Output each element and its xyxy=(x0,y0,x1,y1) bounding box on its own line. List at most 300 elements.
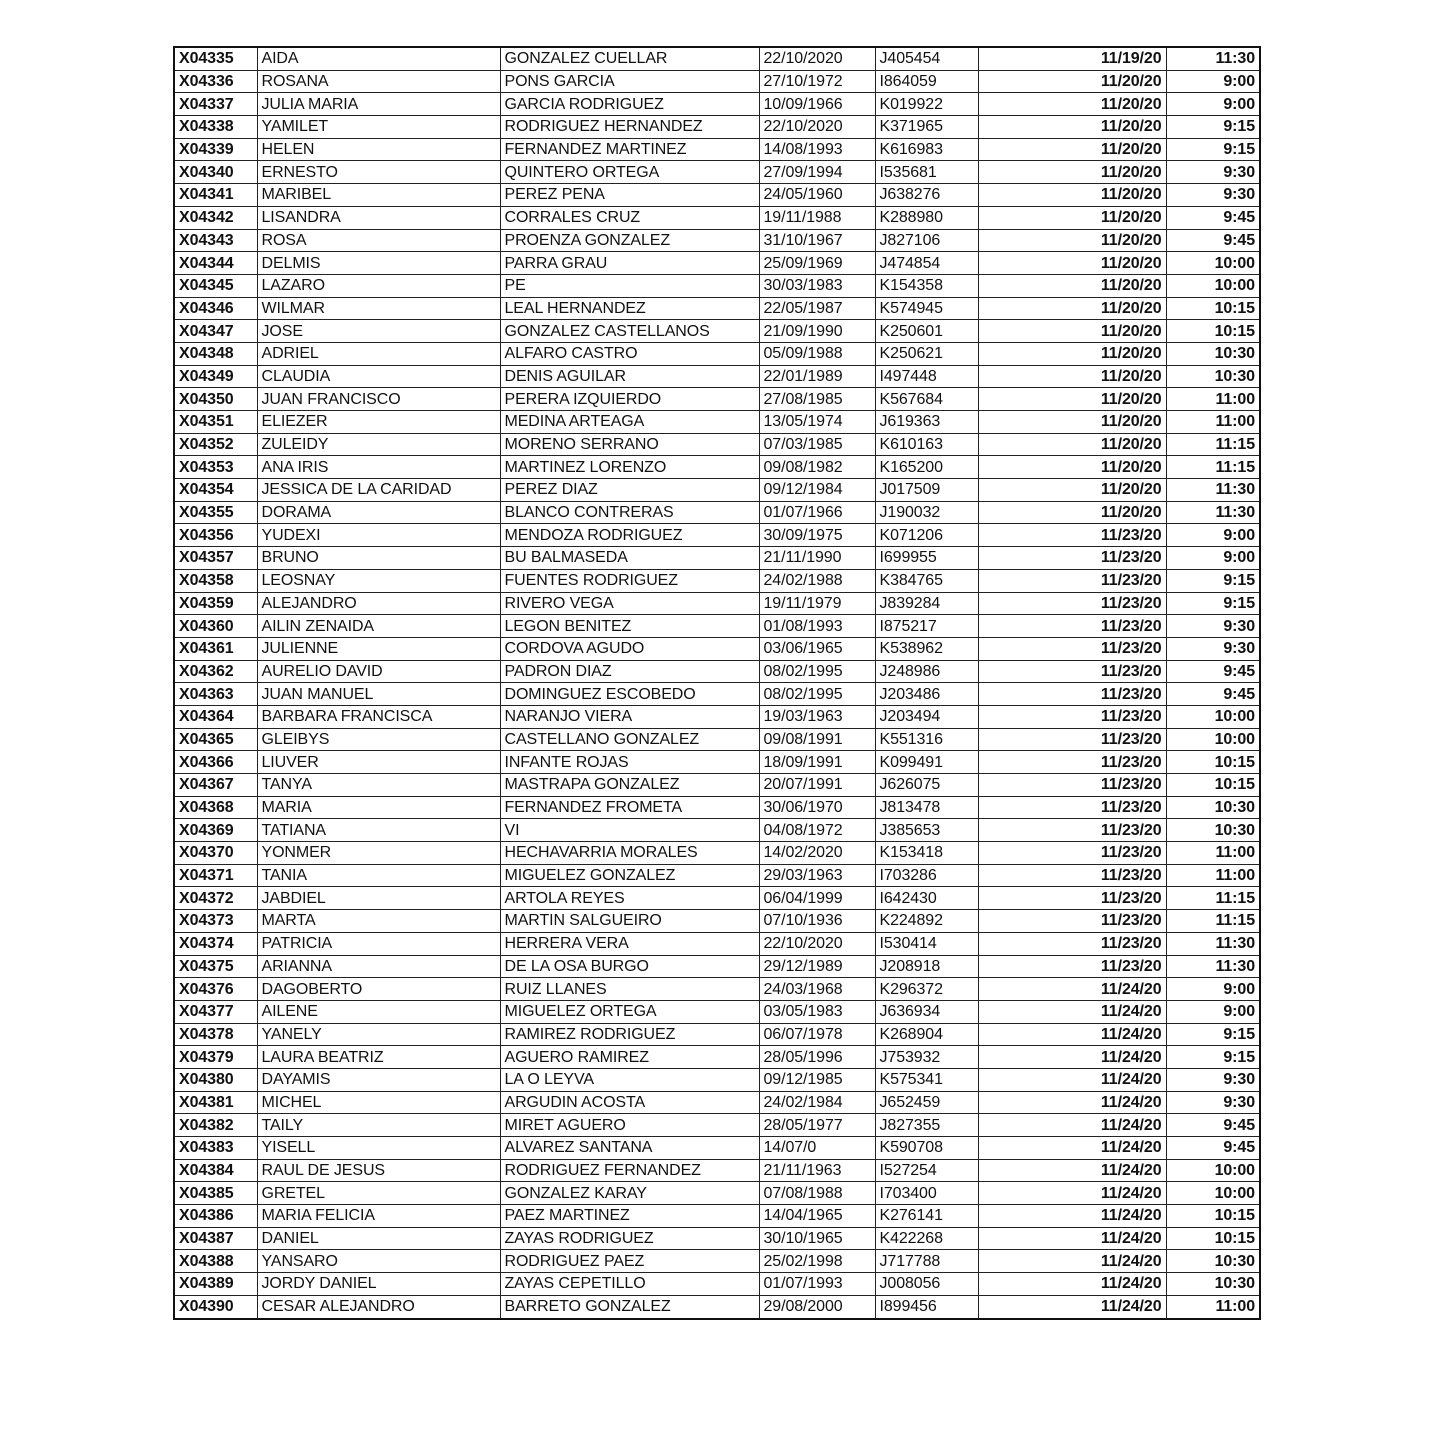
first-name-cell: MARIBEL xyxy=(257,184,500,207)
appointment-time-cell: 9:30 xyxy=(1166,184,1260,207)
first-name-cell: JORDY DANIEL xyxy=(257,1273,500,1296)
birth-date-cell: 13/05/1974 xyxy=(759,411,875,434)
birth-date-cell: 22/05/1987 xyxy=(759,297,875,320)
table-row xyxy=(174,1137,1260,1160)
record-code-cell: X04383 xyxy=(174,1137,257,1160)
record-code-cell: X04337 xyxy=(174,93,257,116)
first-name-cell: MICHEL xyxy=(257,1091,500,1114)
last-names-cell: DOMINGUEZ ESCOBEDO xyxy=(500,683,759,706)
table-row xyxy=(174,751,1260,774)
document-id-cell: J753932 xyxy=(875,1046,978,1069)
table-row xyxy=(174,637,1260,660)
table-row xyxy=(174,705,1260,728)
table-row xyxy=(174,161,1260,184)
first-name-cell: JULIA MARIA xyxy=(257,93,500,116)
table-row xyxy=(174,1114,1260,1137)
last-names-cell: PEREZ DIAZ xyxy=(500,479,759,502)
first-name-cell: ADRIEL xyxy=(257,342,500,365)
appointment-date-cell: 11/24/20 xyxy=(978,1023,1166,1046)
table-row xyxy=(174,229,1260,252)
table-row xyxy=(174,1182,1260,1205)
record-code-cell: X04381 xyxy=(174,1091,257,1114)
table-row xyxy=(174,683,1260,706)
appointment-date-cell: 11/23/20 xyxy=(978,932,1166,955)
record-code-cell: X04390 xyxy=(174,1295,257,1318)
appointment-time-cell: 10:15 xyxy=(1166,320,1260,343)
last-names-cell: LEAL HERNANDEZ xyxy=(500,297,759,320)
birth-date-cell: 21/11/1963 xyxy=(759,1159,875,1182)
table-row xyxy=(174,297,1260,320)
record-code-cell: X04387 xyxy=(174,1227,257,1250)
appointment-date-cell: 11/20/20 xyxy=(978,138,1166,161)
document-id-cell: K371965 xyxy=(875,116,978,139)
document-id-cell: J203494 xyxy=(875,705,978,728)
last-names-cell: PE xyxy=(500,274,759,297)
last-names-cell: ZAYAS CEPETILLO xyxy=(500,1273,759,1296)
birth-date-cell: 07/10/1936 xyxy=(759,910,875,933)
first-name-cell: ROSA xyxy=(257,229,500,252)
appointment-time-cell: 9:30 xyxy=(1166,637,1260,660)
first-name-cell: DORAMA xyxy=(257,501,500,524)
document-id-cell: I527254 xyxy=(875,1159,978,1182)
appointment-time-cell: 10:00 xyxy=(1166,705,1260,728)
record-code-cell: X04335 xyxy=(174,47,257,70)
birth-date-cell: 29/03/1963 xyxy=(759,864,875,887)
first-name-cell: LAZARO xyxy=(257,274,500,297)
appointment-time-cell: 10:30 xyxy=(1166,365,1260,388)
birth-date-cell: 19/03/1963 xyxy=(759,705,875,728)
appointment-time-cell: 10:30 xyxy=(1166,796,1260,819)
record-code-cell: X04356 xyxy=(174,524,257,547)
record-code-cell: X04346 xyxy=(174,297,257,320)
record-code-cell: X04376 xyxy=(174,978,257,1001)
record-code-cell: X04336 xyxy=(174,70,257,93)
table-row xyxy=(174,774,1260,797)
last-names-cell: PROENZA GONZALEZ xyxy=(500,229,759,252)
appointment-date-cell: 11/20/20 xyxy=(978,433,1166,456)
last-names-cell: PONS GARCIA xyxy=(500,70,759,93)
record-code-cell: X04351 xyxy=(174,411,257,434)
table-row xyxy=(174,615,1260,638)
birth-date-cell: 01/07/1966 xyxy=(759,501,875,524)
document-id-cell: I530414 xyxy=(875,932,978,955)
appointment-date-cell: 11/24/20 xyxy=(978,1250,1166,1273)
document-id-cell: K250621 xyxy=(875,342,978,365)
birth-date-cell: 24/02/1984 xyxy=(759,1091,875,1114)
last-names-cell: PADRON DIAZ xyxy=(500,660,759,683)
birth-date-cell: 10/09/1966 xyxy=(759,93,875,116)
document-id-cell: J626075 xyxy=(875,774,978,797)
document-id-cell: K224892 xyxy=(875,910,978,933)
last-names-cell: LA O LEYVA xyxy=(500,1068,759,1091)
first-name-cell: AURELIO DAVID xyxy=(257,660,500,683)
appointment-time-cell: 10:00 xyxy=(1166,1159,1260,1182)
birth-date-cell: 22/10/2020 xyxy=(759,116,875,139)
appointment-time-cell: 11:15 xyxy=(1166,887,1260,910)
first-name-cell: BARBARA FRANCISCA xyxy=(257,705,500,728)
appointment-time-cell: 11:30 xyxy=(1166,932,1260,955)
table-row xyxy=(174,252,1260,275)
document-id-cell: K574945 xyxy=(875,297,978,320)
document-id-cell: J203486 xyxy=(875,683,978,706)
table-row xyxy=(174,1227,1260,1250)
birth-date-cell: 22/10/2020 xyxy=(759,932,875,955)
appointment-date-cell: 11/24/20 xyxy=(978,1000,1166,1023)
record-code-cell: X04340 xyxy=(174,161,257,184)
record-code-cell: X04352 xyxy=(174,433,257,456)
last-names-cell: FERNANDEZ FROMETA xyxy=(500,796,759,819)
birth-date-cell: 21/11/1990 xyxy=(759,547,875,570)
birth-date-cell: 24/02/1988 xyxy=(759,569,875,592)
last-names-cell: BARRETO GONZALEZ xyxy=(500,1295,759,1318)
record-code-cell: X04382 xyxy=(174,1114,257,1137)
table-row xyxy=(174,569,1260,592)
appointment-time-cell: 11:00 xyxy=(1166,1295,1260,1318)
record-code-cell: X04384 xyxy=(174,1159,257,1182)
record-code-cell: X04360 xyxy=(174,615,257,638)
appointment-date-cell: 11/20/20 xyxy=(978,116,1166,139)
birth-date-cell: 03/06/1965 xyxy=(759,637,875,660)
appointment-time-cell: 11:15 xyxy=(1166,456,1260,479)
birth-date-cell: 22/10/2020 xyxy=(759,47,875,70)
birth-date-cell: 19/11/1979 xyxy=(759,592,875,615)
document-id-cell: K071206 xyxy=(875,524,978,547)
appointment-date-cell: 11/24/20 xyxy=(978,1227,1166,1250)
first-name-cell: BRUNO xyxy=(257,547,500,570)
table-row xyxy=(174,365,1260,388)
record-code-cell: X04349 xyxy=(174,365,257,388)
birth-date-cell: 05/09/1988 xyxy=(759,342,875,365)
document-id-cell: K610163 xyxy=(875,433,978,456)
document-id-cell: K590708 xyxy=(875,1137,978,1160)
birth-date-cell: 01/08/1993 xyxy=(759,615,875,638)
table-row xyxy=(174,547,1260,570)
appointment-date-cell: 11/23/20 xyxy=(978,887,1166,910)
birth-date-cell: 03/05/1983 xyxy=(759,1000,875,1023)
first-name-cell: MARIA xyxy=(257,796,500,819)
record-code-cell: X04380 xyxy=(174,1068,257,1091)
appointment-time-cell: 10:30 xyxy=(1166,1250,1260,1273)
appointment-time-cell: 10:30 xyxy=(1166,1273,1260,1296)
document-id-cell: K616983 xyxy=(875,138,978,161)
last-names-cell: ARGUDIN ACOSTA xyxy=(500,1091,759,1114)
record-code-cell: X04347 xyxy=(174,320,257,343)
appointment-time-cell: 9:45 xyxy=(1166,1114,1260,1137)
table-row xyxy=(174,524,1260,547)
appointment-time-cell: 10:00 xyxy=(1166,252,1260,275)
document-id-cell: K575341 xyxy=(875,1068,978,1091)
first-name-cell: CLAUDIA xyxy=(257,365,500,388)
first-name-cell: YUDEXI xyxy=(257,524,500,547)
appointment-date-cell: 11/20/20 xyxy=(978,297,1166,320)
last-names-cell: RAMIREZ RODRIGUEZ xyxy=(500,1023,759,1046)
appointment-date-cell: 11/23/20 xyxy=(978,524,1166,547)
birth-date-cell: 14/04/1965 xyxy=(759,1205,875,1228)
record-code-cell: X04343 xyxy=(174,229,257,252)
appointment-date-cell: 11/20/20 xyxy=(978,320,1166,343)
first-name-cell: LAURA BEATRIZ xyxy=(257,1046,500,1069)
last-names-cell: MIGUELEZ ORTEGA xyxy=(500,1000,759,1023)
appointment-date-cell: 11/20/20 xyxy=(978,342,1166,365)
record-code-cell: X04344 xyxy=(174,252,257,275)
record-code-cell: X04377 xyxy=(174,1000,257,1023)
table-row xyxy=(174,1205,1260,1228)
appointment-date-cell: 11/24/20 xyxy=(978,1295,1166,1318)
record-code-cell: X04370 xyxy=(174,842,257,865)
last-names-cell: VI xyxy=(500,819,759,842)
birth-date-cell: 20/07/1991 xyxy=(759,774,875,797)
table-row xyxy=(174,1000,1260,1023)
appointment-date-cell: 11/23/20 xyxy=(978,683,1166,706)
last-names-cell: RODRIGUEZ FERNANDEZ xyxy=(500,1159,759,1182)
table-row xyxy=(174,388,1260,411)
appointment-date-cell: 11/20/20 xyxy=(978,161,1166,184)
appointment-time-cell: 9:30 xyxy=(1166,161,1260,184)
first-name-cell: ANA IRIS xyxy=(257,456,500,479)
appointment-time-cell: 9:00 xyxy=(1166,70,1260,93)
document-id-cell: J638276 xyxy=(875,184,978,207)
record-code-cell: X04345 xyxy=(174,274,257,297)
appointment-time-cell: 9:30 xyxy=(1166,615,1260,638)
appointment-date-cell: 11/20/20 xyxy=(978,388,1166,411)
table-row xyxy=(174,592,1260,615)
appointment-time-cell: 9:00 xyxy=(1166,978,1260,1001)
document-id-cell: K099491 xyxy=(875,751,978,774)
appointment-date-cell: 11/20/20 xyxy=(978,501,1166,524)
table-row xyxy=(174,796,1260,819)
first-name-cell: LIUVER xyxy=(257,751,500,774)
appointment-date-cell: 11/24/20 xyxy=(978,1273,1166,1296)
last-names-cell: DENIS AGUILAR xyxy=(500,365,759,388)
table-row xyxy=(174,411,1260,434)
table-row xyxy=(174,1159,1260,1182)
document-id-cell: J636934 xyxy=(875,1000,978,1023)
first-name-cell: TATIANA xyxy=(257,819,500,842)
document-id-cell: J827355 xyxy=(875,1114,978,1137)
record-code-cell: X04386 xyxy=(174,1205,257,1228)
appointment-time-cell: 9:15 xyxy=(1166,1023,1260,1046)
appointment-time-cell: 10:30 xyxy=(1166,819,1260,842)
document-id-cell: J827106 xyxy=(875,229,978,252)
document-id-cell: K268904 xyxy=(875,1023,978,1046)
appointment-time-cell: 10:15 xyxy=(1166,297,1260,320)
first-name-cell: DAGOBERTO xyxy=(257,978,500,1001)
last-names-cell: LEGON BENITEZ xyxy=(500,615,759,638)
appointment-time-cell: 9:15 xyxy=(1166,1046,1260,1069)
document-id-cell: J008056 xyxy=(875,1273,978,1296)
last-names-cell: ALVAREZ SANTANA xyxy=(500,1137,759,1160)
birth-date-cell: 27/08/1985 xyxy=(759,388,875,411)
table-row xyxy=(174,70,1260,93)
last-names-cell: CORDOVA AGUDO xyxy=(500,637,759,660)
record-code-cell: X04375 xyxy=(174,955,257,978)
appointment-table-body xyxy=(174,47,1260,1319)
record-code-cell: X04339 xyxy=(174,138,257,161)
birth-date-cell: 14/08/1993 xyxy=(759,138,875,161)
table-row xyxy=(174,819,1260,842)
table-row xyxy=(174,660,1260,683)
table-row xyxy=(174,728,1260,751)
table-row xyxy=(174,1046,1260,1069)
last-names-cell: RODRIGUEZ PAEZ xyxy=(500,1250,759,1273)
birth-date-cell: 09/12/1985 xyxy=(759,1068,875,1091)
table-row xyxy=(174,93,1260,116)
appointment-time-cell: 11:30 xyxy=(1166,955,1260,978)
last-names-cell: MIGUELEZ GONZALEZ xyxy=(500,864,759,887)
appointment-time-cell: 10:00 xyxy=(1166,728,1260,751)
birth-date-cell: 19/11/1988 xyxy=(759,206,875,229)
table-row xyxy=(174,501,1260,524)
document-id-cell: K538962 xyxy=(875,637,978,660)
appointment-time-cell: 11:00 xyxy=(1166,411,1260,434)
table-row xyxy=(174,433,1260,456)
record-code-cell: X04372 xyxy=(174,887,257,910)
appointment-date-cell: 11/23/20 xyxy=(978,637,1166,660)
last-names-cell: MARTIN SALGUEIRO xyxy=(500,910,759,933)
document-id-cell: J813478 xyxy=(875,796,978,819)
document-id-cell: K567684 xyxy=(875,388,978,411)
first-name-cell: DELMIS xyxy=(257,252,500,275)
record-code-cell: X04364 xyxy=(174,705,257,728)
record-code-cell: X04368 xyxy=(174,796,257,819)
birth-date-cell: 30/09/1975 xyxy=(759,524,875,547)
table-row xyxy=(174,342,1260,365)
last-names-cell: MIRET AGUERO xyxy=(500,1114,759,1137)
appointment-date-cell: 11/24/20 xyxy=(978,1046,1166,1069)
appointment-time-cell: 11:00 xyxy=(1166,388,1260,411)
last-names-cell: CASTELLANO GONZALEZ xyxy=(500,728,759,751)
document-id-cell: J385653 xyxy=(875,819,978,842)
first-name-cell: ARIANNA xyxy=(257,955,500,978)
table-row xyxy=(174,1273,1260,1296)
last-names-cell: PARRA GRAU xyxy=(500,252,759,275)
record-code-cell: X04371 xyxy=(174,864,257,887)
appointment-date-cell: 11/24/20 xyxy=(978,1091,1166,1114)
last-names-cell: MORENO SERRANO xyxy=(500,433,759,456)
appointment-date-cell: 11/24/20 xyxy=(978,1205,1166,1228)
appointment-time-cell: 10:15 xyxy=(1166,1227,1260,1250)
document-id-cell: K551316 xyxy=(875,728,978,751)
appointment-date-cell: 11/20/20 xyxy=(978,70,1166,93)
record-code-cell: X04374 xyxy=(174,932,257,955)
record-code-cell: X04342 xyxy=(174,206,257,229)
document-id-cell: K250601 xyxy=(875,320,978,343)
first-name-cell: DANIEL xyxy=(257,1227,500,1250)
first-name-cell: YISELL xyxy=(257,1137,500,1160)
record-code-cell: X04355 xyxy=(174,501,257,524)
appointment-time-cell: 11:30 xyxy=(1166,47,1260,70)
appointment-date-cell: 11/24/20 xyxy=(978,1159,1166,1182)
record-code-cell: X04367 xyxy=(174,774,257,797)
last-names-cell: MEDINA ARTEAGA xyxy=(500,411,759,434)
first-name-cell: YANELY xyxy=(257,1023,500,1046)
last-names-cell: PEREZ PENA xyxy=(500,184,759,207)
record-code-cell: X04359 xyxy=(174,592,257,615)
record-code-cell: X04348 xyxy=(174,342,257,365)
birth-date-cell: 30/10/1965 xyxy=(759,1227,875,1250)
birth-date-cell: 09/12/1984 xyxy=(759,479,875,502)
first-name-cell: ERNESTO xyxy=(257,161,500,184)
document-id-cell: I899456 xyxy=(875,1295,978,1318)
last-names-cell: QUINTERO ORTEGA xyxy=(500,161,759,184)
appointment-time-cell: 9:45 xyxy=(1166,206,1260,229)
appointment-date-cell: 11/20/20 xyxy=(978,206,1166,229)
record-code-cell: X04361 xyxy=(174,637,257,660)
last-names-cell: ZAYAS RODRIGUEZ xyxy=(500,1227,759,1250)
appointment-time-cell: 10:00 xyxy=(1166,1182,1260,1205)
appointment-date-cell: 11/20/20 xyxy=(978,456,1166,479)
document-id-cell: K422268 xyxy=(875,1227,978,1250)
birth-date-cell: 27/10/1972 xyxy=(759,70,875,93)
appointment-date-cell: 11/23/20 xyxy=(978,751,1166,774)
document-id-cell: I535681 xyxy=(875,161,978,184)
appointment-date-cell: 11/23/20 xyxy=(978,569,1166,592)
appointment-date-cell: 11/23/20 xyxy=(978,728,1166,751)
first-name-cell: GRETEL xyxy=(257,1182,500,1205)
table-row xyxy=(174,320,1260,343)
document-id-cell: J017509 xyxy=(875,479,978,502)
table-row xyxy=(174,479,1260,502)
last-names-cell: BLANCO CONTRERAS xyxy=(500,501,759,524)
appointment-date-cell: 11/23/20 xyxy=(978,660,1166,683)
record-code-cell: X04362 xyxy=(174,660,257,683)
last-names-cell: BU BALMASEDA xyxy=(500,547,759,570)
last-names-cell: HECHAVARRIA MORALES xyxy=(500,842,759,865)
last-names-cell: RUIZ LLANES xyxy=(500,978,759,1001)
appointment-date-cell: 11/20/20 xyxy=(978,365,1166,388)
document-id-cell: J717788 xyxy=(875,1250,978,1273)
record-code-cell: X04365 xyxy=(174,728,257,751)
appointment-date-cell: 11/23/20 xyxy=(978,547,1166,570)
record-code-cell: X04341 xyxy=(174,184,257,207)
last-names-cell: MENDOZA RODRIGUEZ xyxy=(500,524,759,547)
appointment-date-cell: 11/23/20 xyxy=(978,796,1166,819)
document-id-cell: J248986 xyxy=(875,660,978,683)
first-name-cell: JULIENNE xyxy=(257,637,500,660)
last-names-cell: CORRALES CRUZ xyxy=(500,206,759,229)
document-id-cell: J405454 xyxy=(875,47,978,70)
appointment-date-cell: 11/20/20 xyxy=(978,93,1166,116)
appointment-time-cell: 11:00 xyxy=(1166,864,1260,887)
appointment-time-cell: 9:00 xyxy=(1166,93,1260,116)
document-id-cell: K276141 xyxy=(875,1205,978,1228)
last-names-cell: AGUERO RAMIREZ xyxy=(500,1046,759,1069)
last-names-cell: FUENTES RODRIGUEZ xyxy=(500,569,759,592)
first-name-cell: HELEN xyxy=(257,138,500,161)
birth-date-cell: 09/08/1982 xyxy=(759,456,875,479)
appointment-date-cell: 11/23/20 xyxy=(978,615,1166,638)
document-id-cell: I875217 xyxy=(875,615,978,638)
last-names-cell: MARTINEZ LORENZO xyxy=(500,456,759,479)
last-names-cell: HERRERA VERA xyxy=(500,932,759,955)
document-id-cell: I703286 xyxy=(875,864,978,887)
record-code-cell: X04369 xyxy=(174,819,257,842)
appointment-time-cell: 9:30 xyxy=(1166,1091,1260,1114)
appointment-date-cell: 11/24/20 xyxy=(978,1068,1166,1091)
table-row xyxy=(174,1023,1260,1046)
appointment-time-cell: 11:00 xyxy=(1166,842,1260,865)
appointment-time-cell: 9:45 xyxy=(1166,660,1260,683)
first-name-cell: AIDA xyxy=(257,47,500,70)
record-code-cell: X04357 xyxy=(174,547,257,570)
birth-date-cell: 25/09/1969 xyxy=(759,252,875,275)
first-name-cell: DAYAMIS xyxy=(257,1068,500,1091)
first-name-cell: JUAN MANUEL xyxy=(257,683,500,706)
birth-date-cell: 24/05/1960 xyxy=(759,184,875,207)
last-names-cell: GONZALEZ CUELLAR xyxy=(500,47,759,70)
birth-date-cell: 08/02/1995 xyxy=(759,683,875,706)
last-names-cell: NARANJO VIERA xyxy=(500,705,759,728)
